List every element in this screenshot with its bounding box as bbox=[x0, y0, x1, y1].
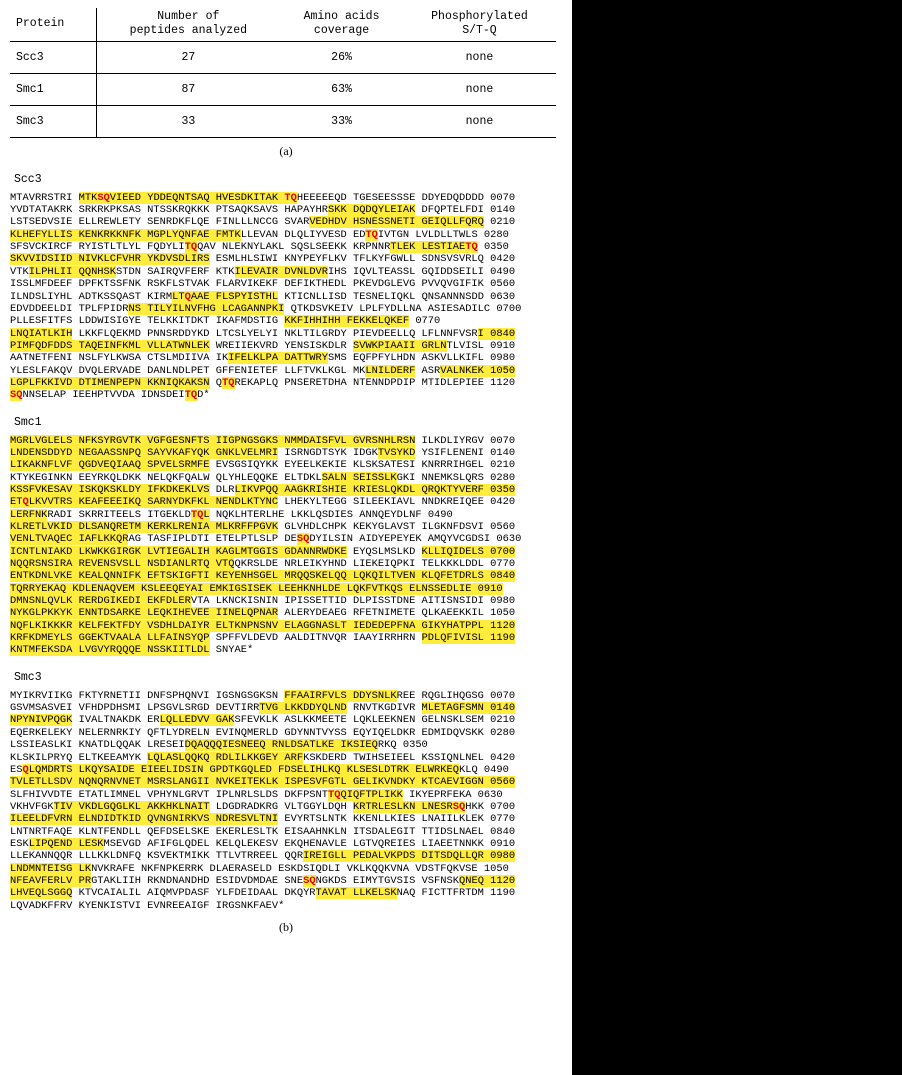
cell-peptides: 27 bbox=[96, 41, 280, 73]
header-coverage-line2: coverage bbox=[313, 24, 370, 38]
cell-coverage: 33% bbox=[280, 105, 403, 137]
sequence-block-smc3: MYIKRVIIKG FKTYRNETII DNFSPHQNVI IGSNGSGKSN FFAAIRFVLS DDYSNLKREE RQGLIHQGSG 0070 GSVMSASVEI VFHDPDHSMI LPSGVLSRGD DEVTIRRTVG LKKDDYQLND RNVTKGDIVR MLETAGFSMN 0140 NPYNIVPQGK IVALTNAKDK ERLQLLEDVV GAKSFEVKLK ASLKKMEETE LQKLEEKNEN GELNSKLSEM 0210 EQERKELEKY NELERNRKIY QFTLYDRELN EVINQMERLD GDYNNTVYSS EQYIQELDKR EDMIDQVSKK 0280 LSSIEASLKI KNATDLQQAK LRESEIDQAQQQIESNEEQ RNLDSATLKE IKSIEQRKQ 0350 KLSKILPRYQ ELTKEEAMYK LQLASLQQKQ RDLILKKGEY ARFKSKDERD TWIHSEIEEL KSSIQNLNEL 0420 ESQLQMDRTS LKQYSAIDE EIEELIDSIN GPDTKGQLED FDSELIHLKQ KLSESLDTRK ELWRKEQKLQ 0490 TVLETLLSDV NQNQRNVNET MSRSLANGII NVKEITEKLK ISPESVFGTL GELIKVNDKY KTCAEVIGGN 0560 SLFHIVVDTE ETATLIMNEL VPHYNLGRVT IPLNRLSLDS DKFPSNTTQQIQFTPLIKK IKYEPRFEKA 0630 VKHVFGKTIV VKDLGQGLKL AKKHKLNAIT LDGDRADKRG VLTGGYLDQH KRTRLESLKN LNESRSQHKK 0700 ILEELDFVRN ELNDIDTKID QVNGNIRKVS NDRESVLTNI EVYRTSLNTK KKENLLKIES LNAIILKLEK 0770 LNTNRTFAQE KLNTFENDLL QEFDSELSKE EKERLESLTK EISAAHNKLN ITSDALEGIT TTIDSLNAEL 0840 ESKLIPQEND LESKMSEVGD AFIFGLQDEL KELQLEKESV EKQHENAVLE LGTVQREIES LIAEETNNKK 0910 LLEKANNQQR LLLKKLDNFQ KSVEKTMIKK TTLVTRREEL QQRIREIGLL PEDALVKPDS DITSDQLLQR 0980 LNDMNTEISG LKNVKRAFE NKFNPKERRK DLAERASELD ESKDSIQDLI VKLKQQKVNA VDSTFQKVSE 1050 NFEAVFERLV PRGTAKLIIH RKNDNANDHD ESIDVDMDAE SNESQNGKDS EIMYTGVSIS VSFNSKQNEQ 1120 LHVEQLSGGQ KTVCAIALIL AIQMVPDASF YLFDEIDAAL DKQYRTAVAT LLKELSKNAQ FICTTFRTDM 1190 LQVADKFFRV KYENKISTVI EVNREEAIGF IRGSNKFAEV* bbox=[10, 689, 516, 912]
table-row bbox=[10, 105, 556, 137]
caption-b: (b) bbox=[279, 919, 293, 934]
sequence-section-smc3 bbox=[0, 671, 572, 912]
summary-table-wrapper bbox=[0, 0, 572, 159]
sequence-title-smc1: Smc1 bbox=[14, 415, 42, 429]
cell-protein: Scc3 bbox=[10, 41, 96, 73]
header-phospho bbox=[403, 8, 556, 41]
caption-a: (a) bbox=[279, 143, 293, 158]
cell-phospho: none bbox=[403, 105, 556, 137]
header-peptides-line2: peptides analyzed bbox=[129, 24, 247, 38]
table-header-row bbox=[10, 8, 556, 41]
cell-coverage: 26% bbox=[280, 41, 403, 73]
sequence-title-smc3: Smc3 bbox=[14, 670, 42, 684]
header-coverage bbox=[280, 8, 403, 41]
header-peptides bbox=[96, 8, 280, 41]
cell-phospho: none bbox=[403, 73, 556, 105]
sequence-title-scc3: Scc3 bbox=[14, 172, 42, 186]
sequence-block-scc3: MTAVRRSTRI MTKSQVIEED YDDEQNTSAQ HVESDKITAK TQHEEEEEQD TGESEESSSE DDYEDQDDDD 0070 YVDTATAKRK SRKRKPKSAS NTSSKRQKKK PTSAQKSAVS HAPAYHRSKK DQDQYLEIAK DFQPTELFDI 0140 LSTSEDVSIE ELLREWLETY SENRDKFLQE FINLLLNCCG SVARVEDHDV HSNESSNETI GEIQLLFQRQ 0210 KLHEFYLLIS KENKRKKNFK MGPLYQNFAE FMTKLLEVAN DLQLIYVESD EDTQIVTGN LVLDLLTWLS 0280 SFSVCKIRCF RYISTLTLYL FQDYLITQQAV NLEKNYLAKL SQSLSEEKK KRPNNRTLEK LESTIAETQ 0350 SKVVIDSIID NIVKLCFVHR YKDVSDLIRS ESMLHLSIWI KNYPEYFLKV TFLKYFGWLL SDNSVSVRLQ 0420 VTKILPHLII QQNHSKSTDN SAIRQVFERF KTKILEVAIR DVNLDVRIHS IQVLTEASSL GQIDDSEILI 0490 ISSLMFDEEF DPFKTSSFNK RSKFLSTVAK FLARVIKEKF DEFIKTHEDL PKEVDGLEVG PVVQVGIFIK 0560 ILNDSLIYHL ADTKSSQAST KIRMLTQAAE FLSPYISTHL KTICNLLISD TESNELIQKL QNSANNNSDD 0630 EDVDDEELDI TPLFPIDRNS TILYILNVFHG LCAGANNPKI QTKDSVKEIV LPLFYDLLNA ASIESADILC 0700 PLLESFITFS LDDWISIGYE TELKKITDKT IKAFMDSTIG KKFIHHIHH FEKKELQKEF 0770 LNQIATLKIH LKKFLQEKMD PNNSRDDYKD LTCSLYELYI NKLTILGRDY PIEVDEELLQ LFLNNFVSRI 0840 PIMFQDFDDS TAQEINFKML VLLATWNLEK WREIIEKVRD YENSISKDLR SVWKPIAAII GRLNTLVISL 0910 AATNETFENI NSLFYLKWSA CTSLMDIIVA IKIFELKLPA DATTWRYSMS EQFPFYLHDN ASKVLLKIFL 0980 YLESLFAKQV DVQLERVADE DANLNDLPET GFFENIETEF LLFTVKLKGL MKLNILDERF ASRVALNKEK 1050 LGPLFKKIVD DTIMENPEPN KKNIQKAKSN QTQREKAPLQ PNSERETDHA NTENNDPDIP MTIDLEPIEE 1120 SQNNSELAP IEEHPTVVDA IDNSDEITQD* bbox=[10, 191, 522, 402]
table-row bbox=[10, 73, 556, 105]
header-phospho-line2: S/T-Q bbox=[462, 24, 497, 38]
sequence-section-scc3 bbox=[0, 173, 572, 402]
summary-table bbox=[10, 8, 556, 138]
sequence-section-smc1 bbox=[0, 416, 572, 657]
header-coverage-line1: Amino acids bbox=[303, 10, 380, 23]
sequence-block-smc1: MGRLVGLELS NFKSYRGVTK VGFGESNFTS IIGPNGSGKS NMMDAISFVL GVRSNHLRSN ILKDLIYRGV 0070 LNDENSDDYD NEGAASSNPQ SAYVKAFYQK GNKLVELMRI ISRNGDTSYK IDGKTVSYKD YSIFLENENI 0140 LIKAKNFLVF QGDVEQIAAQ SPVELSRMFE EVSGSIQYKK EYEELKEKIE KLSKSATESI KNRRRIHGEL 0210 KTYKEGINKN EEYRKQLDKK NELQKFQALW QLYHLEQQKE ELTDKLSALN SEISSLKGKI NNEMKSLQRS 0280 KSSFVKESAV ISKQKSKLDY IFKDKEKLVS DLRLIKVPQQ AAGKRISHIE KRIESLQKDL QRQKTYVERF 0350 ETQLKVVTRS KEAFEEEIKQ SARNYDKFKL NENDLKTYNC LHEKYLTEGG SILEEKIAVL NNDKREIQEE 0420 LERFNKRADI SKRRITEELS ITGEKLDTQL NQKLHTERLHE LKKLQSDIES ANNQEYDLNF 0490 KLRETLVKID DLSANQRETM KERKLRENIA MLKRFFPGVK GLVHDLCHPK KEKYGLAVST ILGKNFDSVI 0560 VENLTVAQEC IAFLKKQRAG TASFIPLDTI ETELPTLSLP DESQDYILSIN AIDYEPEYEK AMQYVCGDSI 0630 ICNTLNIAKD LKWKKGIRGK LVTIEGALIH KAGLMTGGIS GDANNRWDKE EYQSLMSLKD KLLIQIDELS 0700 NQQRSNSIRA REVENSVSLL NSDIANLRTQ VTQQKRSLDE NRLEIKYHND LIEKEIQPKI TELKKKLDDL 0770 ENTKDNLVKE KEALQNNIFK EFTSKIGFTI KEYENHSGEL MRQQSKELQQ LQKQILTVEN KLQFETDRLS 0840 TQRRYEKAQ KDLENAQVEM KSLEEQEYAI EMKIGSISEK LEEHKNHLDE LQKFVTKQS ELNSSEDLIE 0910 DMNSNLQVLK RERDGIKEDI EKFDLERVTA LKNCKISNIN IPISSETTID DLPISSTDNE AITISNSIDI 0980 NYKGLPKKYK ENNTDSARKE LEQKIHEVEE IINELQPNAR ALERYDEAEG RFETNIMETE QLKAEEKKIL 1050 NQFLKIKKKR KELFEKTFDY VSDHLDAIYR ELTKNPNSNV ELAGGNASLT IEDEDEPFNA GIKYHATPPL 1120 KRFKDMEYLS GGEKTVAALA LLFAINSYQP SPFFVLDEVD AALDITNVQR IAAYIRRHRN PDLQFIVISL 1190 KNTMFEKSDA LVGVYRQQQE NSSKIITLDL SNYAE* bbox=[10, 434, 522, 657]
header-phospho-line1: Phosphorylated bbox=[431, 10, 528, 23]
header-peptides-line1: Number of bbox=[157, 10, 220, 23]
cell-coverage: 63% bbox=[280, 73, 403, 105]
cell-protein: Smc1 bbox=[10, 73, 96, 105]
cell-phospho: none bbox=[403, 41, 556, 73]
cell-protein: Smc3 bbox=[10, 105, 96, 137]
header-protein: Protein bbox=[10, 8, 96, 41]
table-row bbox=[10, 41, 556, 73]
cell-peptides: 33 bbox=[96, 105, 280, 137]
cell-peptides: 87 bbox=[96, 73, 280, 105]
